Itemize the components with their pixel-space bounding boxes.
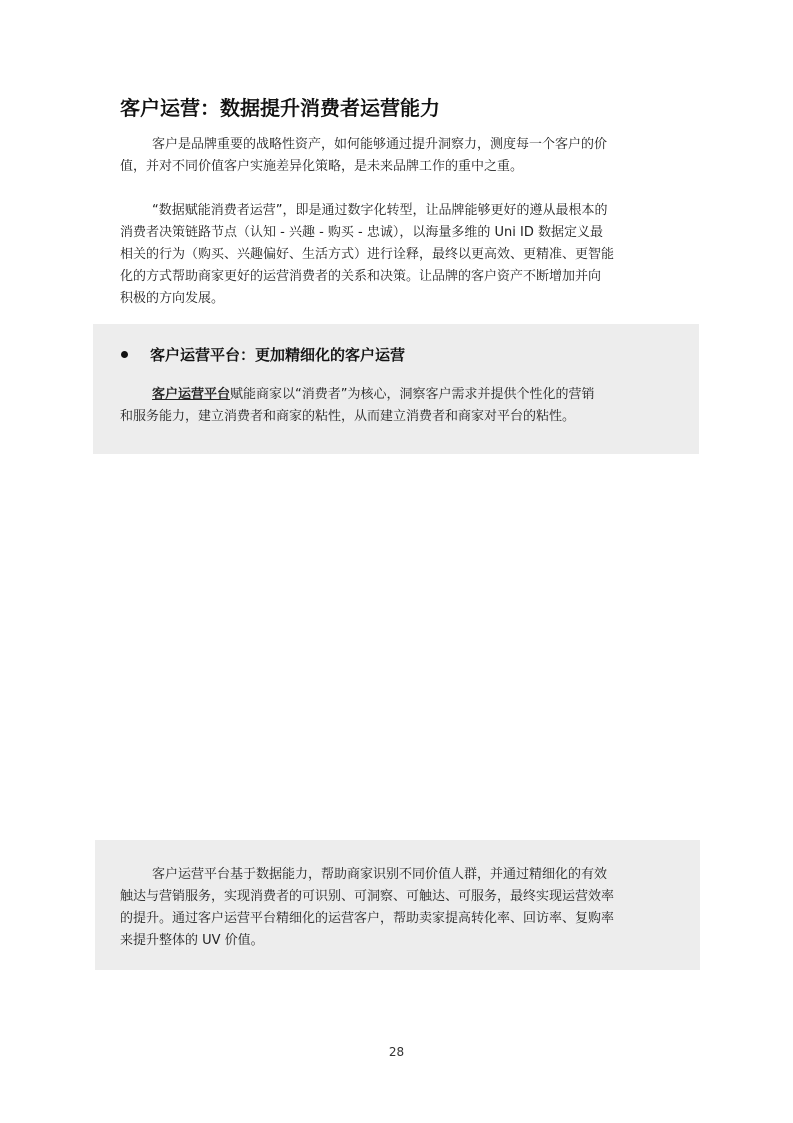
paragraph-line: 客户是品牌重要的战略性资产，如何能够通过提升洞察力，测度每一个客户的价 [152,137,608,152]
paragraph-line: 消费者决策链路节点（认知 - 兴趣 - 购买 - 忠诚），以海量多维的 Uni ID 数据定义最 [120,225,603,240]
paragraph-line: 触达与营销服务，实现消费者的可识别、可洞察、可触达、可服务，最终实现运营效率 [120,889,615,904]
page-number: 28 [388,1045,405,1059]
paragraph-line: “数据赋能消费者运营”，即是通过数字化转型，让品牌能够更好的遵从最根本的 [152,203,608,218]
underlined-term: 客户运营平台 [152,387,231,402]
paragraph-line: 相关的行为（购买、兴趣偏好、生活方式）进行诠释，最终以更高效、更精准、更智能 [120,247,615,262]
intro-paragraph [120,134,607,178]
platform-summary [120,864,614,952]
paragraph-line-rest: 赋能商家以“消费者”为核心，洞察客户需求并提供个性化的营销 [230,387,595,402]
paragraph-line: 和服务能力，建立消费者和商家的粘性，从而建立消费者和商家对平台的粘性。 [120,409,576,424]
bullet-icon [121,351,128,358]
platform-summary-box [95,840,700,970]
section-title: 客户运营：数据提升消费者运营能力 [120,96,440,120]
paragraph-line: 化的方式帮助商家更好的运营消费者的关系和决策。让品牌的客户资产不断增加并向 [120,269,602,284]
bullet-heading: 客户运营平台：更加精细化的客户运营 [150,346,406,364]
platform-description [120,384,595,428]
paragraph-line: 积极的方向发展。 [120,291,225,306]
data-empowerment-paragraph [120,200,614,310]
paragraph-line [120,384,595,406]
paragraph-line: 的提升。通过客户运营平台精细化的运营客户，帮助卖家提高转化率、回访率、复购率 [120,911,615,926]
paragraph-line: 值，并对不同价值客户实施差异化策略，是未来品牌工作的重中之重。 [120,159,524,174]
platform-highlight-box [93,324,699,454]
paragraph-line: 客户运营平台基于数据能力，帮助商家识别不同价值人群，并通过精细化的有效 [152,867,608,882]
bullet-heading-row [121,344,405,365]
paragraph-line: 来提升整体的 UV 价值。 [120,933,264,948]
